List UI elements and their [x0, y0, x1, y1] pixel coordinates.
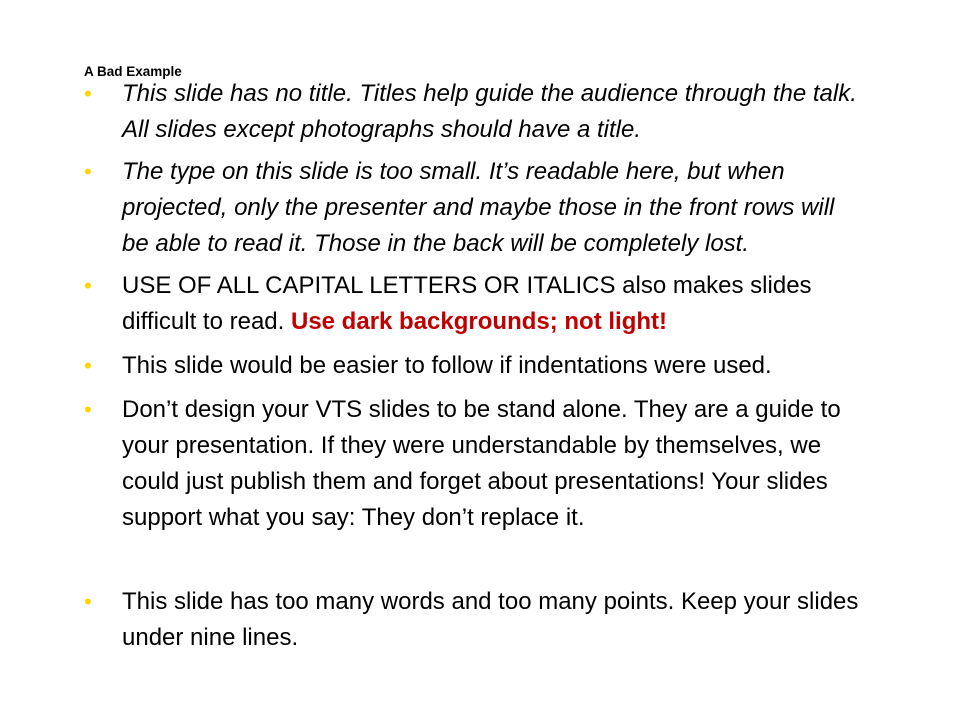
bullet-icon: •: [84, 589, 92, 614]
bullet-item: [84, 154, 864, 262]
bullet-item: [84, 268, 864, 340]
bullet-icon: •: [84, 159, 92, 184]
bullet-item: [84, 348, 864, 384]
bullet-icon: •: [84, 81, 92, 106]
bullet-item: [84, 392, 864, 536]
bullet-item: [84, 76, 864, 148]
bullet-icon: •: [84, 273, 92, 298]
bullet-text: This slide would be easier to follow if indentations were used.: [122, 352, 772, 379]
bullet-text: Don’t design your VTS slides to be stand alone. They are a guide to your presentation. If they were understandable by themselves, we could just publish them and forget about presentations! Your slides support what you say: They don’t replace it.: [122, 396, 841, 531]
emphasis-text: Use dark backgrounds; not light!: [290, 308, 668, 335]
bullet-item: [84, 584, 864, 656]
bullet-text: This slide has too many words and too many points. Keep your slides under nine lines.: [122, 588, 859, 651]
bullet-icon: •: [84, 397, 92, 422]
bullet-text: [122, 268, 864, 340]
bullet-text: This slide has no title. Titles help guide the audience through the talk. All slides except photographs should have a title.: [122, 80, 857, 143]
slide-title: A Bad Example: [84, 64, 182, 79]
bullet-icon: •: [84, 353, 92, 378]
bullet-plain-text: USE OF ALL CAPITAL LETTERS OR ITALICS also makes slides difficult to read.: [122, 272, 812, 335]
bullet-text: The type on this slide is too small. It’s readable here, but when projected, only the presenter and maybe those in the front rows will be able to read it. Those in the back will be completely lost.: [122, 158, 835, 257]
